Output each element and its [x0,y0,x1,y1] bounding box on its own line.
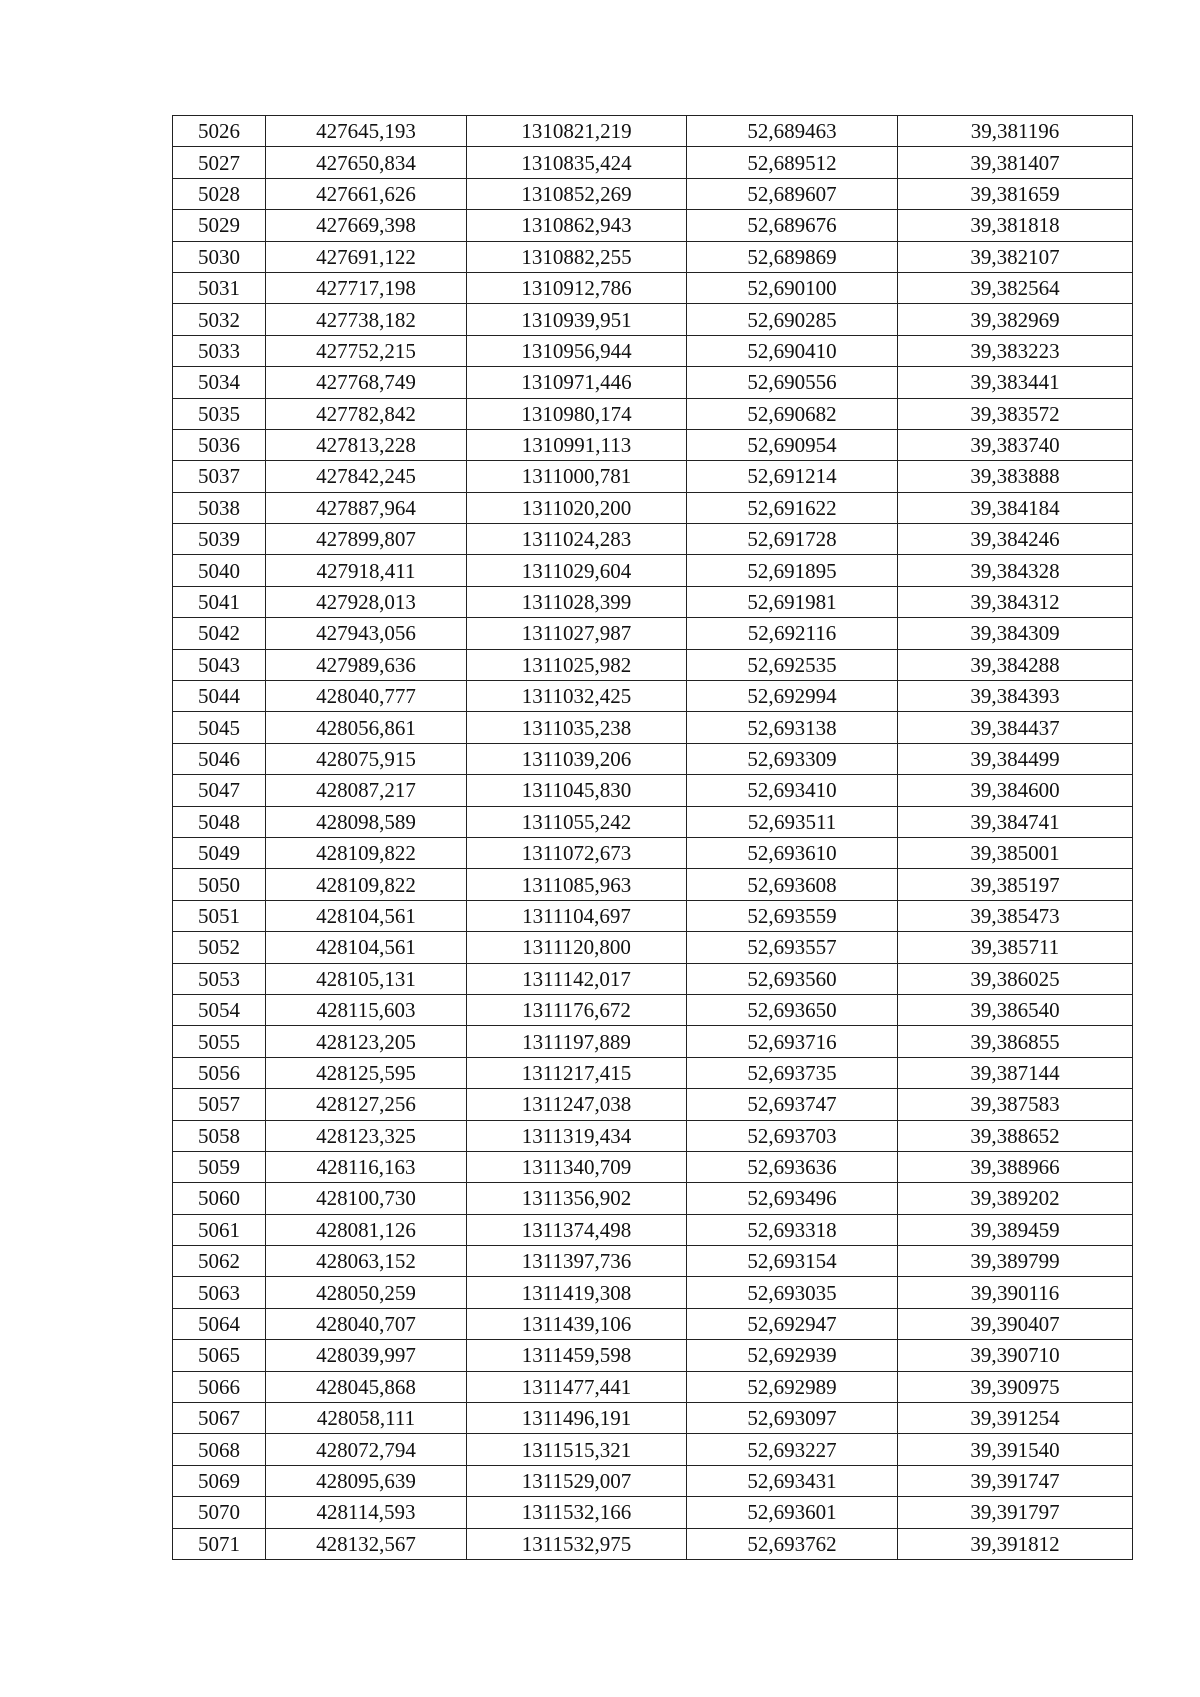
table-row [173,1183,1133,1214]
y-coordinate-cell: 1311072,673 [467,837,687,868]
x-coordinate-cell: 428123,205 [266,1026,467,1057]
y-coordinate-cell: 1310991,113 [467,429,687,460]
table-row [173,1528,1133,1559]
y-coordinate-cell: 1311104,697 [467,900,687,931]
latitude-cell: 52,690410 [687,335,898,366]
x-coordinate-cell: 427928,013 [266,586,467,617]
longitude-cell: 39,391254 [898,1403,1133,1434]
latitude-cell: 52,692535 [687,649,898,680]
point-number-cell: 5042 [173,618,266,649]
longitude-cell: 39,391812 [898,1528,1133,1559]
point-number-cell: 5040 [173,555,266,586]
latitude-cell: 52,693735 [687,1057,898,1088]
x-coordinate-cell: 428132,567 [266,1528,467,1559]
y-coordinate-cell: 1311397,736 [467,1246,687,1277]
y-coordinate-cell: 1311439,106 [467,1308,687,1339]
latitude-cell: 52,693703 [687,1120,898,1151]
latitude-cell: 52,692116 [687,618,898,649]
latitude-cell: 52,693318 [687,1214,898,1245]
latitude-cell: 52,691622 [687,492,898,523]
x-coordinate-cell: 428050,259 [266,1277,467,1308]
point-number-cell: 5059 [173,1151,266,1182]
x-coordinate-cell: 428104,561 [266,900,467,931]
y-coordinate-cell: 1311045,830 [467,775,687,806]
x-coordinate-cell: 428105,131 [266,963,467,994]
x-coordinate-cell: 428056,861 [266,712,467,743]
latitude-cell: 52,691981 [687,586,898,617]
longitude-cell: 39,384437 [898,712,1133,743]
point-number-cell: 5047 [173,775,266,806]
longitude-cell: 39,385001 [898,837,1133,868]
point-number-cell: 5053 [173,963,266,994]
y-coordinate-cell: 1311247,038 [467,1089,687,1120]
latitude-cell: 52,693560 [687,963,898,994]
x-coordinate-cell: 427887,964 [266,492,467,523]
table-row [173,743,1133,774]
latitude-cell: 52,689512 [687,147,898,178]
longitude-cell: 39,391797 [898,1497,1133,1528]
y-coordinate-cell: 1311085,963 [467,869,687,900]
x-coordinate-cell: 427650,834 [266,147,467,178]
point-number-cell: 5051 [173,900,266,931]
y-coordinate-cell: 1310882,255 [467,241,687,272]
point-number-cell: 5045 [173,712,266,743]
point-number-cell: 5069 [173,1465,266,1496]
y-coordinate-cell: 1310852,269 [467,178,687,209]
longitude-cell: 39,384184 [898,492,1133,523]
table-row [173,1497,1133,1528]
x-coordinate-cell: 428116,163 [266,1151,467,1182]
table-row [173,963,1133,994]
table-row [173,1120,1133,1151]
x-coordinate-cell: 428095,639 [266,1465,467,1496]
y-coordinate-cell: 1311532,166 [467,1497,687,1528]
x-coordinate-cell: 427918,411 [266,555,467,586]
latitude-cell: 52,693762 [687,1528,898,1559]
latitude-cell: 52,689463 [687,116,898,147]
latitude-cell: 52,693511 [687,806,898,837]
point-number-cell: 5038 [173,492,266,523]
table-row [173,555,1133,586]
longitude-cell: 39,389202 [898,1183,1133,1214]
longitude-cell: 39,381818 [898,210,1133,241]
y-coordinate-cell: 1311027,987 [467,618,687,649]
latitude-cell: 52,691895 [687,555,898,586]
longitude-cell: 39,386540 [898,994,1133,1025]
table-row [173,681,1133,712]
y-coordinate-cell: 1311024,283 [467,524,687,555]
latitude-cell: 52,693227 [687,1434,898,1465]
longitude-cell: 39,382969 [898,304,1133,335]
y-coordinate-cell: 1310971,446 [467,367,687,398]
longitude-cell: 39,383740 [898,429,1133,460]
latitude-cell: 52,689869 [687,241,898,272]
point-number-cell: 5060 [173,1183,266,1214]
longitude-cell: 39,389799 [898,1246,1133,1277]
point-number-cell: 5071 [173,1528,266,1559]
y-coordinate-cell: 1311142,017 [467,963,687,994]
x-coordinate-cell: 428115,603 [266,994,467,1025]
x-coordinate-cell: 428040,707 [266,1308,467,1339]
point-number-cell: 5026 [173,116,266,147]
table-row [173,1277,1133,1308]
x-coordinate-cell: 428039,997 [266,1340,467,1371]
x-coordinate-cell: 428125,595 [266,1057,467,1088]
x-coordinate-cell: 428040,777 [266,681,467,712]
table-row [173,1214,1133,1245]
x-coordinate-cell: 428081,126 [266,1214,467,1245]
point-number-cell: 5046 [173,743,266,774]
y-coordinate-cell: 1311419,308 [467,1277,687,1308]
x-coordinate-cell: 427782,842 [266,398,467,429]
longitude-cell: 39,383223 [898,335,1133,366]
x-coordinate-cell: 428114,593 [266,1497,467,1528]
point-number-cell: 5033 [173,335,266,366]
x-coordinate-cell: 428087,217 [266,775,467,806]
point-number-cell: 5063 [173,1277,266,1308]
y-coordinate-cell: 1311035,238 [467,712,687,743]
longitude-cell: 39,382107 [898,241,1133,272]
table-row [173,304,1133,335]
point-number-cell: 5028 [173,178,266,209]
table-row [173,1057,1133,1088]
x-coordinate-cell: 428104,561 [266,932,467,963]
coordinates-table [172,115,1133,1560]
y-coordinate-cell: 1311055,242 [467,806,687,837]
longitude-cell: 39,386025 [898,963,1133,994]
point-number-cell: 5043 [173,649,266,680]
longitude-cell: 39,381407 [898,147,1133,178]
longitude-cell: 39,388966 [898,1151,1133,1182]
x-coordinate-cell: 428072,794 [266,1434,467,1465]
y-coordinate-cell: 1311356,902 [467,1183,687,1214]
latitude-cell: 52,693557 [687,932,898,963]
latitude-cell: 52,693097 [687,1403,898,1434]
y-coordinate-cell: 1310862,943 [467,210,687,241]
y-coordinate-cell: 1311529,007 [467,1465,687,1496]
point-number-cell: 5035 [173,398,266,429]
latitude-cell: 52,693610 [687,837,898,868]
x-coordinate-cell: 428075,915 [266,743,467,774]
y-coordinate-cell: 1311000,781 [467,461,687,492]
longitude-cell: 39,384312 [898,586,1133,617]
point-number-cell: 5061 [173,1214,266,1245]
y-coordinate-cell: 1311496,191 [467,1403,687,1434]
x-coordinate-cell: 427691,122 [266,241,467,272]
x-coordinate-cell: 428045,868 [266,1371,467,1402]
table-row [173,869,1133,900]
longitude-cell: 39,383441 [898,367,1133,398]
table-row [173,429,1133,460]
point-number-cell: 5032 [173,304,266,335]
y-coordinate-cell: 1311374,498 [467,1214,687,1245]
longitude-cell: 39,381196 [898,116,1133,147]
longitude-cell: 39,389459 [898,1214,1133,1245]
y-coordinate-cell: 1311319,434 [467,1120,687,1151]
x-coordinate-cell: 428109,822 [266,837,467,868]
latitude-cell: 52,693154 [687,1246,898,1277]
point-number-cell: 5050 [173,869,266,900]
latitude-cell: 52,693601 [687,1497,898,1528]
table-row [173,932,1133,963]
latitude-cell: 52,691728 [687,524,898,555]
table-row [173,806,1133,837]
point-number-cell: 5065 [173,1340,266,1371]
x-coordinate-cell: 427645,193 [266,116,467,147]
x-coordinate-cell: 428063,152 [266,1246,467,1277]
longitude-cell: 39,390116 [898,1277,1133,1308]
table-row [173,1434,1133,1465]
y-coordinate-cell: 1311340,709 [467,1151,687,1182]
table-row [173,1403,1133,1434]
x-coordinate-cell: 427669,398 [266,210,467,241]
table-row [173,210,1133,241]
longitude-cell: 39,381659 [898,178,1133,209]
table-row [173,994,1133,1025]
longitude-cell: 39,387144 [898,1057,1133,1088]
point-number-cell: 5036 [173,429,266,460]
table-row [173,178,1133,209]
latitude-cell: 52,690954 [687,429,898,460]
x-coordinate-cell: 428109,822 [266,869,467,900]
longitude-cell: 39,384600 [898,775,1133,806]
y-coordinate-cell: 1311032,425 [467,681,687,712]
y-coordinate-cell: 1311197,889 [467,1026,687,1057]
point-number-cell: 5027 [173,147,266,178]
table-row [173,586,1133,617]
coordinates-table-body [173,116,1133,1560]
y-coordinate-cell: 1311039,206 [467,743,687,774]
latitude-cell: 52,693608 [687,869,898,900]
longitude-cell: 39,384393 [898,681,1133,712]
x-coordinate-cell: 427813,228 [266,429,467,460]
longitude-cell: 39,385197 [898,869,1133,900]
latitude-cell: 52,693559 [687,900,898,931]
point-number-cell: 5029 [173,210,266,241]
point-number-cell: 5064 [173,1308,266,1339]
y-coordinate-cell: 1311176,672 [467,994,687,1025]
latitude-cell: 52,693035 [687,1277,898,1308]
y-coordinate-cell: 1311515,321 [467,1434,687,1465]
point-number-cell: 5031 [173,272,266,303]
latitude-cell: 52,689607 [687,178,898,209]
y-coordinate-cell: 1311217,415 [467,1057,687,1088]
y-coordinate-cell: 1311020,200 [467,492,687,523]
point-number-cell: 5049 [173,837,266,868]
table-row [173,1246,1133,1277]
latitude-cell: 52,690682 [687,398,898,429]
latitude-cell: 52,690556 [687,367,898,398]
y-coordinate-cell: 1310912,786 [467,272,687,303]
y-coordinate-cell: 1311028,399 [467,586,687,617]
table-row [173,712,1133,743]
table-row [173,272,1133,303]
y-coordinate-cell: 1311532,975 [467,1528,687,1559]
longitude-cell: 39,390407 [898,1308,1133,1339]
x-coordinate-cell: 428058,111 [266,1403,467,1434]
table-row [173,1089,1133,1120]
longitude-cell: 39,384741 [898,806,1133,837]
y-coordinate-cell: 1311120,800 [467,932,687,963]
point-number-cell: 5039 [173,524,266,555]
longitude-cell: 39,386855 [898,1026,1133,1057]
latitude-cell: 52,693138 [687,712,898,743]
table-row [173,492,1133,523]
table-row [173,1371,1133,1402]
y-coordinate-cell: 1310980,174 [467,398,687,429]
table-row [173,1151,1133,1182]
latitude-cell: 52,692947 [687,1308,898,1339]
longitude-cell: 39,385711 [898,932,1133,963]
longitude-cell: 39,390975 [898,1371,1133,1402]
point-number-cell: 5068 [173,1434,266,1465]
latitude-cell: 52,690285 [687,304,898,335]
point-number-cell: 5034 [173,367,266,398]
x-coordinate-cell: 427661,626 [266,178,467,209]
x-coordinate-cell: 427989,636 [266,649,467,680]
point-number-cell: 5056 [173,1057,266,1088]
y-coordinate-cell: 1311459,598 [467,1340,687,1371]
table-row [173,649,1133,680]
point-number-cell: 5067 [173,1403,266,1434]
latitude-cell: 52,693636 [687,1151,898,1182]
point-number-cell: 5062 [173,1246,266,1277]
point-number-cell: 5044 [173,681,266,712]
y-coordinate-cell: 1310835,424 [467,147,687,178]
x-coordinate-cell: 427738,182 [266,304,467,335]
table-row [173,335,1133,366]
latitude-cell: 52,690100 [687,272,898,303]
point-number-cell: 5057 [173,1089,266,1120]
x-coordinate-cell: 427717,198 [266,272,467,303]
point-number-cell: 5055 [173,1026,266,1057]
table-row [173,837,1133,868]
y-coordinate-cell: 1310939,951 [467,304,687,335]
table-row [173,1465,1133,1496]
latitude-cell: 52,691214 [687,461,898,492]
longitude-cell: 39,387583 [898,1089,1133,1120]
table-row [173,116,1133,147]
longitude-cell: 39,391747 [898,1465,1133,1496]
longitude-cell: 39,384328 [898,555,1133,586]
x-coordinate-cell: 428123,325 [266,1120,467,1151]
table-row [173,398,1133,429]
longitude-cell: 39,391540 [898,1434,1133,1465]
x-coordinate-cell: 427943,056 [266,618,467,649]
latitude-cell: 52,693716 [687,1026,898,1057]
table-row [173,775,1133,806]
longitude-cell: 39,384499 [898,743,1133,774]
x-coordinate-cell: 427899,807 [266,524,467,555]
table-row [173,900,1133,931]
longitude-cell: 39,384288 [898,649,1133,680]
x-coordinate-cell: 428100,730 [266,1183,467,1214]
latitude-cell: 52,693650 [687,994,898,1025]
point-number-cell: 5066 [173,1371,266,1402]
table-row [173,461,1133,492]
y-coordinate-cell: 1311025,982 [467,649,687,680]
table-row [173,241,1133,272]
longitude-cell: 39,383888 [898,461,1133,492]
x-coordinate-cell: 428127,256 [266,1089,467,1120]
latitude-cell: 52,693410 [687,775,898,806]
longitude-cell: 39,384246 [898,524,1133,555]
longitude-cell: 39,388652 [898,1120,1133,1151]
y-coordinate-cell: 1311029,604 [467,555,687,586]
longitude-cell: 39,390710 [898,1340,1133,1371]
point-number-cell: 5041 [173,586,266,617]
table-row [173,147,1133,178]
x-coordinate-cell: 427768,749 [266,367,467,398]
y-coordinate-cell: 1311477,441 [467,1371,687,1402]
point-number-cell: 5058 [173,1120,266,1151]
table-row [173,1308,1133,1339]
point-number-cell: 5052 [173,932,266,963]
longitude-cell: 39,384309 [898,618,1133,649]
point-number-cell: 5030 [173,241,266,272]
latitude-cell: 52,693431 [687,1465,898,1496]
latitude-cell: 52,693747 [687,1089,898,1120]
latitude-cell: 52,693309 [687,743,898,774]
point-number-cell: 5037 [173,461,266,492]
latitude-cell: 52,692989 [687,1371,898,1402]
x-coordinate-cell: 427752,215 [266,335,467,366]
longitude-cell: 39,385473 [898,900,1133,931]
latitude-cell: 52,693496 [687,1183,898,1214]
y-coordinate-cell: 1310821,219 [467,116,687,147]
latitude-cell: 52,692994 [687,681,898,712]
point-number-cell: 5054 [173,994,266,1025]
latitude-cell: 52,689676 [687,210,898,241]
point-number-cell: 5048 [173,806,266,837]
table-row [173,367,1133,398]
table-row [173,1026,1133,1057]
table-row [173,524,1133,555]
longitude-cell: 39,382564 [898,272,1133,303]
x-coordinate-cell: 428098,589 [266,806,467,837]
point-number-cell: 5070 [173,1497,266,1528]
x-coordinate-cell: 427842,245 [266,461,467,492]
longitude-cell: 39,383572 [898,398,1133,429]
table-row [173,1340,1133,1371]
latitude-cell: 52,692939 [687,1340,898,1371]
y-coordinate-cell: 1310956,944 [467,335,687,366]
table-row [173,618,1133,649]
